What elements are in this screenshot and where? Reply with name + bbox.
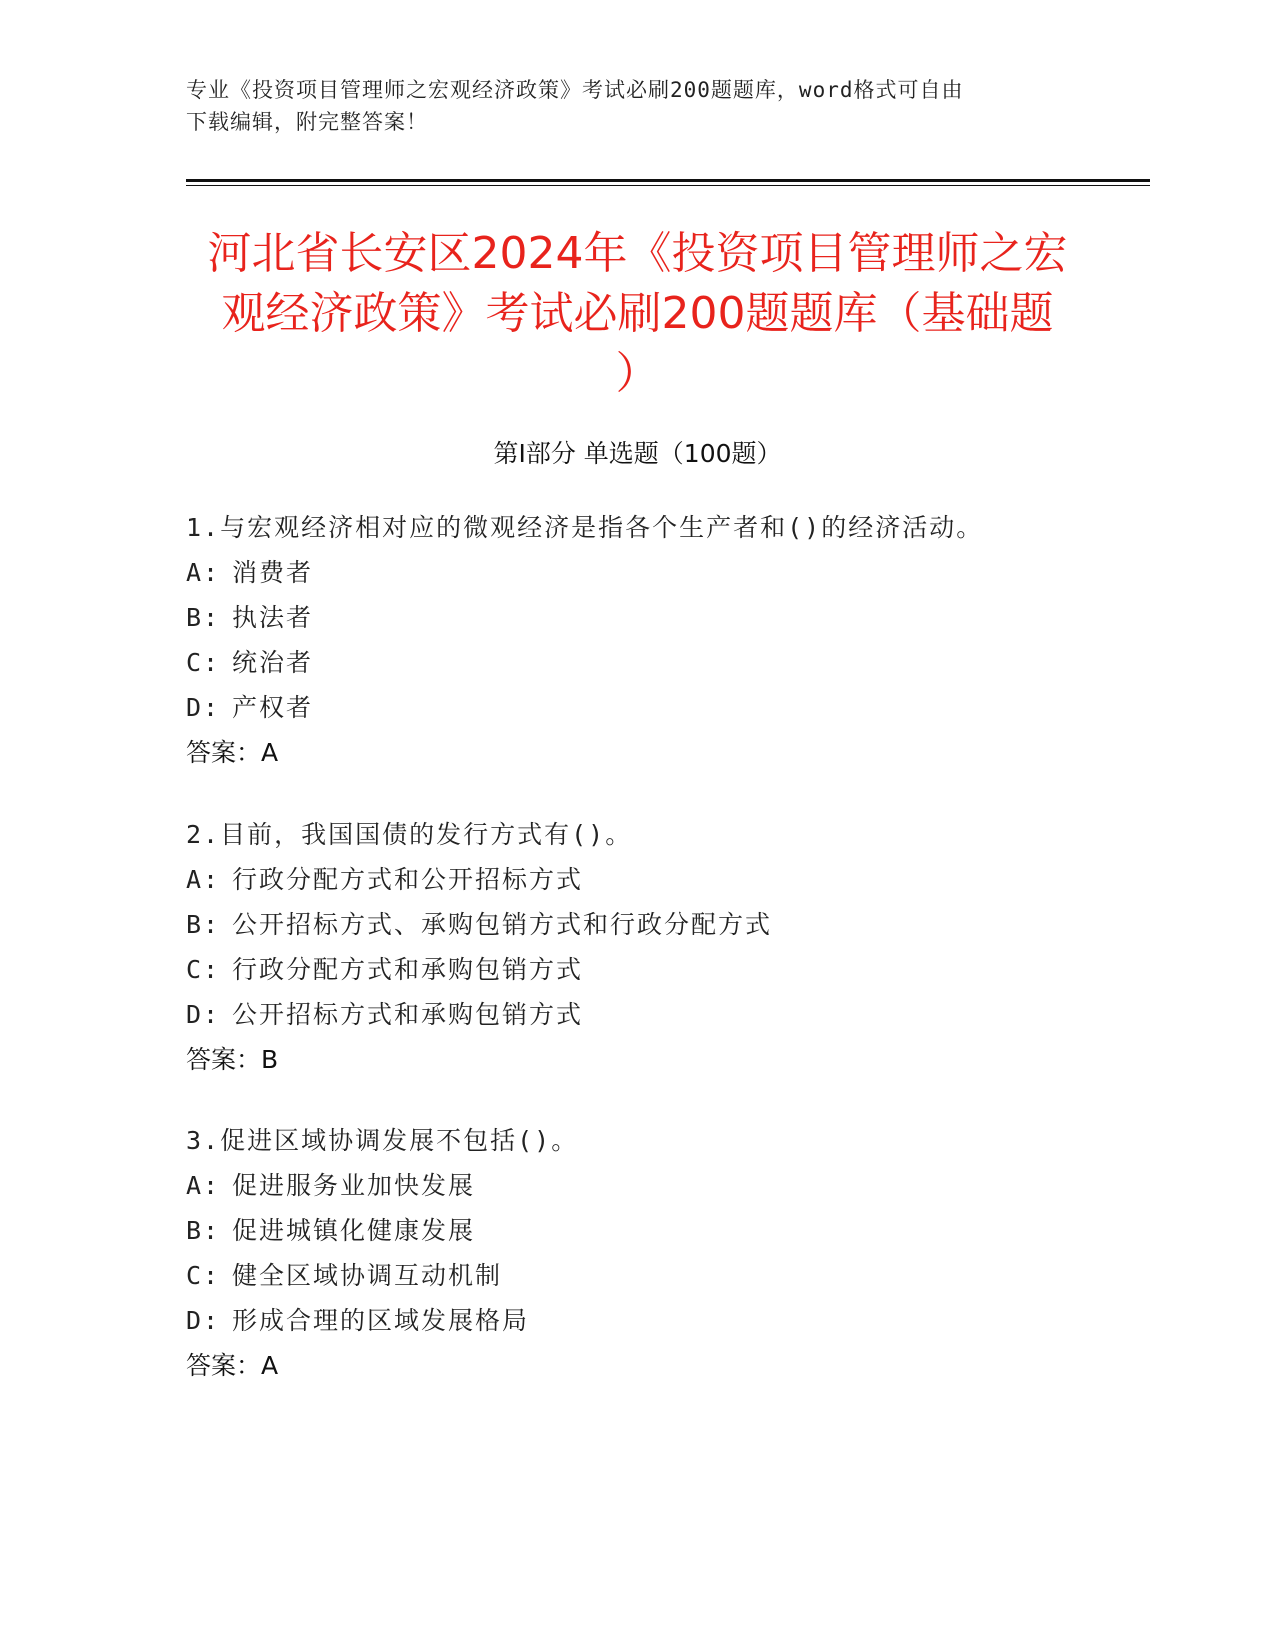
answer-line: 答案：A — [186, 738, 279, 767]
answer-line: 答案：B — [186, 1045, 279, 1074]
option-text: 行政分配方式和承购包销方式 — [232, 955, 584, 984]
option-prefix: A: — [186, 1171, 221, 1200]
option-text: 促进服务业加快发展 — [232, 1171, 476, 1200]
option-d — [186, 685, 1086, 730]
answer-line: 答案：A — [186, 1351, 279, 1380]
header-note-line-1: 专业《投资项目管理师之宏观经济政策》考试必刷200题题库，word格式可自由 — [186, 78, 964, 102]
option-d — [186, 992, 1086, 1037]
question-item — [186, 812, 1086, 1082]
option-text: 消费者 — [232, 558, 314, 587]
option-prefix: A: — [186, 865, 221, 894]
option-text: 公开招标方式和承购包销方式 — [232, 1000, 584, 1029]
section-title: 第I部分 单选题（100题） — [493, 439, 782, 468]
question-stem: 2.目前，我国国债的发行方式有()。 — [186, 820, 633, 849]
option-b — [186, 902, 1086, 947]
question-stem: 1.与宏观经济相对应的微观经济是指各个生产者和()的经济活动。 — [186, 513, 984, 542]
document-title-line-1: 河北省长安区2024年《投资项目管理师之宏 — [207, 228, 1068, 279]
option-c — [186, 1253, 1086, 1298]
option-text: 促进城镇化健康发展 — [232, 1216, 476, 1245]
option-prefix: B: — [186, 603, 221, 632]
option-text: 统治者 — [232, 648, 314, 677]
option-prefix: C: — [186, 955, 221, 984]
question-item — [186, 1118, 1086, 1388]
header-divider-thick — [186, 179, 1150, 182]
header-divider-thin — [186, 185, 1150, 186]
option-a — [186, 857, 1086, 902]
option-prefix: A: — [186, 558, 221, 587]
option-a — [186, 550, 1086, 595]
question-item — [186, 505, 1086, 775]
option-text: 产权者 — [232, 693, 314, 722]
option-text: 行政分配方式和公开招标方式 — [232, 865, 584, 894]
document-title — [170, 224, 1105, 404]
option-prefix: D: — [186, 693, 221, 722]
option-prefix: D: — [186, 1306, 221, 1335]
header-note-line-2: 下载编辑，附完整答案！ — [186, 110, 428, 134]
question-stem: 3.促进区域协调发展不包括()。 — [186, 1126, 579, 1155]
option-b — [186, 1208, 1086, 1253]
option-d — [186, 1298, 1086, 1343]
option-prefix: B: — [186, 1216, 221, 1245]
option-text: 公开招标方式、承购包销方式和行政分配方式 — [232, 910, 773, 939]
option-text: 健全区域协调互动机制 — [232, 1261, 503, 1290]
option-text: 形成合理的区域发展格局 — [232, 1306, 530, 1335]
option-prefix: C: — [186, 648, 221, 677]
document-title-line-3: ） — [615, 348, 660, 399]
document-title-line-2: 观经济政策》考试必刷200题题库（基础题 — [221, 288, 1054, 339]
option-prefix: C: — [186, 1261, 221, 1290]
option-c — [186, 640, 1086, 685]
option-text: 执法者 — [232, 603, 314, 632]
option-prefix: D: — [186, 1000, 221, 1029]
header-note — [186, 74, 1086, 138]
option-b — [186, 595, 1086, 640]
option-c — [186, 947, 1086, 992]
option-prefix: B: — [186, 910, 221, 939]
option-a — [186, 1163, 1086, 1208]
